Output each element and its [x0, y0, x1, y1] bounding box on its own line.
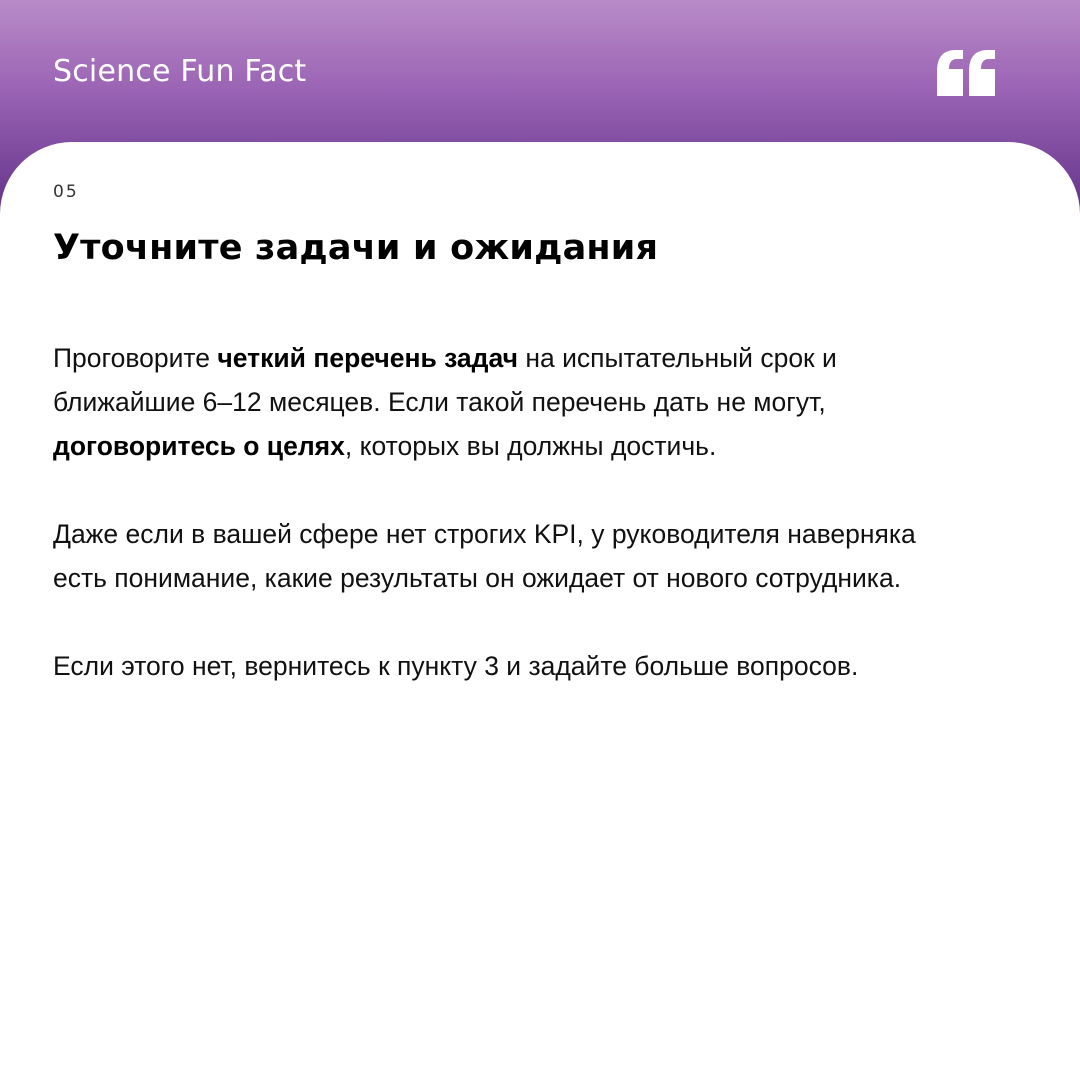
paragraph-line: Даже если в вашей сфере нет строгих KPI, у руководителя наверняка [53, 519, 916, 549]
quote-icon [936, 48, 1000, 98]
paragraph-return [53, 644, 1043, 688]
text-run: Проговорите [53, 343, 218, 373]
paragraph-line: есть понимание, какие результаты он ожидает от нового сотрудника. [53, 563, 902, 593]
body-text [53, 336, 1043, 732]
paragraph-kpi [53, 512, 1043, 600]
text-run: на испытательный срок и [517, 343, 837, 373]
paragraph-tasks [53, 336, 1043, 468]
slide-heading: Уточните задачи и ожидания [53, 228, 659, 268]
text-run: , которых вы должны достичь. [344, 431, 717, 461]
paragraph-line: ближайшие 6–12 месяцев. Если такой перечень дать не могут, [53, 387, 826, 417]
paragraph-line: Если этого нет, вернитесь к пункту 3 и задайте больше вопросов. [53, 651, 859, 681]
slide-number: 05 [53, 182, 79, 202]
bold-text-tasks: четкий перечень задач [217, 343, 518, 373]
header-title: Science Fun Fact [53, 54, 307, 89]
paragraph-line [53, 336, 1043, 380]
paragraph-line [53, 424, 1043, 468]
bold-text-goals: договоритесь о целях [53, 431, 345, 461]
